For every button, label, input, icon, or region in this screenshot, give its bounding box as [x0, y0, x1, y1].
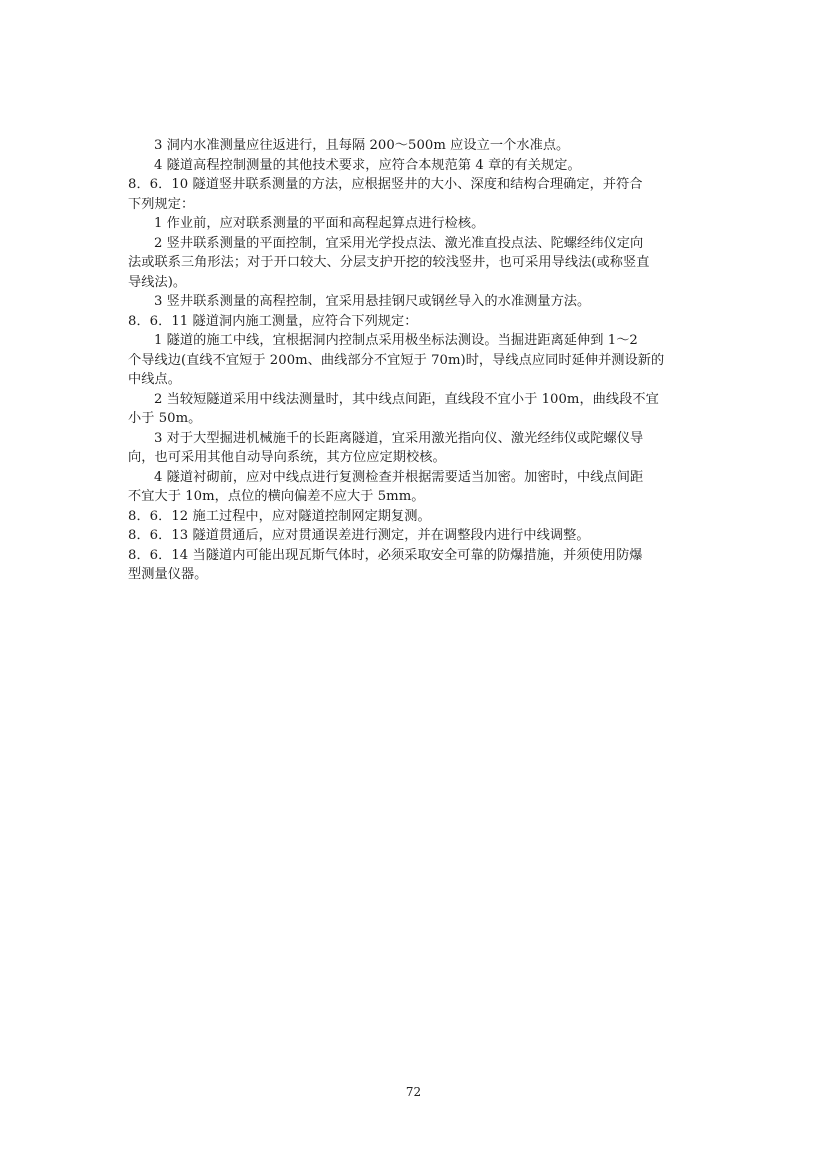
- text-line: 型测量仪器。: [128, 567, 208, 582]
- document-body: [128, 136, 703, 585]
- text-line: 不宜大于 10m，点位的横向偏差不应大于 5mm。: [128, 489, 425, 504]
- text-line: 2 竖井联系测量的平面控制，宜采用光学投点法、激光准直投点法、陀螺经纬仪定向: [154, 235, 644, 251]
- clause-heading: 8．6．10 隧道竖井联系测量的方法，应根据竖井的大小、深度和结构合理确定，并符合: [128, 177, 643, 192]
- clause-heading: 8．6．13 隧道贯通后，应对贯通误差进行测定，并在调整段内进行中线调整。: [128, 528, 590, 543]
- text-line: 导线法)。: [128, 274, 187, 290]
- text-line: 1 作业前，应对联系测量的平面和高程起算点进行检核。: [154, 216, 485, 231]
- text-line: 法或联系三角形法；对于开口较大、分层支护开挖的较浅竖井，也可采用导线法(或称竖直: [128, 255, 650, 270]
- text-line: 4 隧道衬砌前，应对中线点进行复测检查并根据需要适当加密。加密时，中线点间距: [154, 469, 644, 485]
- text-line: 3 竖井联系测量的高程控制，宜采用悬挂钢尺或钢丝导入的水准测量方法。: [154, 294, 591, 309]
- clause-heading: 8．6．11 隧道洞内施工测量，应符合下列规定：: [128, 313, 418, 329]
- text-line: 下列规定：: [128, 196, 195, 212]
- text-line: 4 隧道高程控制测量的其他技术要求，应符合本规范第 4 章的有关规定。: [154, 157, 581, 173]
- text-line: 个导线边(直线不宜短于 200m、曲线部分不宜短于 70m)时，导线点应同时延伸并测设新的: [128, 352, 665, 368]
- text-line: 向，也可采用其他自动导向系统，其方位应定期校核。: [128, 450, 446, 465]
- text-line: 3 洞内水准测量应往返进行，且每隔 200～500m 应设立一个水准点。: [154, 138, 570, 153]
- text-line: 1 隧道的施工中线，宜根据洞内控制点采用极坐标法测设。当掘进距离延伸到 1～2: [154, 333, 638, 348]
- text-line: 2 当较短隧道采用中线法测量时，其中线点间距，直线段不宜小于 100m，曲线段不宜: [154, 391, 659, 407]
- page-number: 72: [405, 1085, 422, 1099]
- clause-heading: 8．6．14 当隧道内可能出现瓦斯气体时，必须采取安全可靠的防爆措施，并须使用防爆: [128, 547, 643, 563]
- text-line: 小于 50m。: [128, 411, 202, 426]
- text-line: 3 对于大型掘进机械施千的长距离隧道，宜采用激光指向仪、激光经纬仪或陀螺仪导: [154, 430, 644, 446]
- clause-heading: 8．6．12 施工过程中，应对隧道控制网定期复测。: [128, 508, 431, 524]
- text-line: 中线点。: [128, 372, 181, 387]
